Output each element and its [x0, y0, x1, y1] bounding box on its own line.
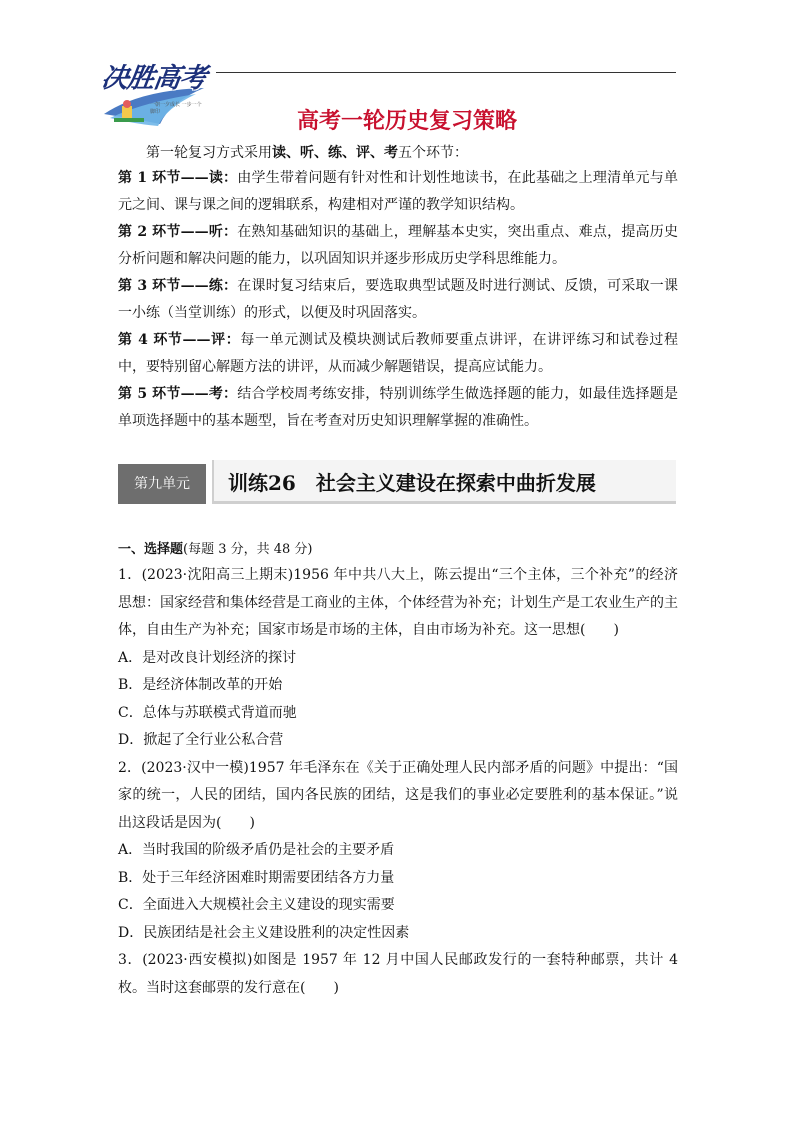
question-option: A．当时我国的阶级矛盾仍是社会的主要矛盾 — [118, 842, 395, 858]
question-option: C．全面进入大规模社会主义建设的现实需要 — [118, 897, 395, 913]
step-item — [118, 273, 678, 327]
question-option: D．掀起了全行业公私合营 — [118, 732, 284, 748]
question-stem: 2．(2023·汉中一模)1957 年毛泽东在《关于正确处理人民内部矛盾的问题》中提出：“国家的统一，人民的团结，国内各民族的团结，这是我们的事业必定要胜利的基本保证。”说出这段话是因为( ) — [118, 759, 678, 831]
logo-text: 决胜高考 — [99, 63, 208, 94]
question-stem: 1．(2023·沈阳高三上期末)1956 年中共八大上，陈云提出“三个主体，三个补充”的经济思想：国家经营和集体经营是工商业的主体，个体经营为补充；计划生产是工农业生产的主体，自由生产为补充；国家市场是市场的主体，自由市场为补充。这一思想( ) — [118, 567, 678, 638]
intro-suffix: 五个环节： — [398, 145, 468, 161]
intro-paragraph — [118, 140, 678, 167]
section-title: 一、选择题 — [118, 542, 184, 557]
step-label: 第 3 环节——练： — [118, 278, 238, 294]
step-text: 由学生带着问题有针对性和计划性地读书，在此基础之上理清单元与单元之间、课与课之间的逻辑联系，构建相对严谨的教学知识结构。 — [118, 170, 678, 213]
step-item — [118, 219, 678, 273]
step-text: 在课时复习结束后，要选取典型试题及时进行测试、反馈，可采取一课一小练（当堂训练）的形式，以便及时巩固落实。 — [118, 278, 678, 321]
step-item — [118, 165, 678, 219]
step-item — [118, 327, 678, 381]
step-text: 每一单元测试及模块测试后教师要重点讲评，在讲评练习和试卷过程中，要特别留心解题方法的讲评，从而减少解题错误，提高应试能力。 — [118, 332, 678, 375]
question-stem: 3．(2023·西安模拟)如图是 1957 年 12 月中国人民邮政发行的一套特种邮票，共计 4 枚。当时这套邮票的发行意在( ) — [118, 952, 678, 996]
section-note: (每题 3 分，共 48 分) — [183, 542, 313, 557]
step-text: 在熟知基础知识的基础上，理解基本史实，突出重点、难点，提高历史分析问题和解决问题的能力，以巩固知识并逐步形成历史学科思维能力。 — [118, 224, 678, 267]
step-text: 结合学校周考练安排，特别训练学生做选择题的能力，如最佳选择题是单项选择题中的基本题型，旨在考查对历史知识理解掌握的准确性。 — [118, 386, 678, 429]
question-option: C．总体与苏联模式背道而驰 — [118, 704, 297, 721]
step-label: 第 2 环节——听： — [118, 224, 238, 240]
question-option: B．是经济体制改革的开始 — [118, 677, 283, 693]
logo-tagline: 一朝一夕成长 一步一个脚印 — [150, 102, 202, 115]
step-label: 第 1 环节——读： — [118, 170, 238, 186]
unit-title: 训练26 社会主义建设在探索中曲折发展 — [212, 460, 676, 504]
page-title: 高考一轮历史复习策略 — [296, 109, 517, 134]
unit-label: 第九单元 — [118, 464, 206, 504]
unit-banner — [118, 460, 676, 510]
question-option: B．处于三年经济困难时期需要团结各方力量 — [118, 869, 395, 886]
question-option: A．是对改良计划经济的探讨 — [118, 649, 297, 666]
question-option: D．民族团结是社会主义建设胜利的决定性因素 — [118, 924, 410, 941]
step-label: 第 5 环节——考： — [118, 386, 238, 402]
section-heading — [118, 538, 313, 557]
steps-list — [118, 165, 678, 435]
questions-list — [118, 562, 678, 1002]
intro-emphasis: 读、听、练、评、考 — [272, 145, 398, 161]
header-rule — [216, 72, 676, 73]
step-label: 第 4 环节——评： — [118, 332, 241, 348]
step-item — [118, 381, 678, 435]
intro-prefix: 第一轮复习方式采用 — [146, 145, 272, 161]
